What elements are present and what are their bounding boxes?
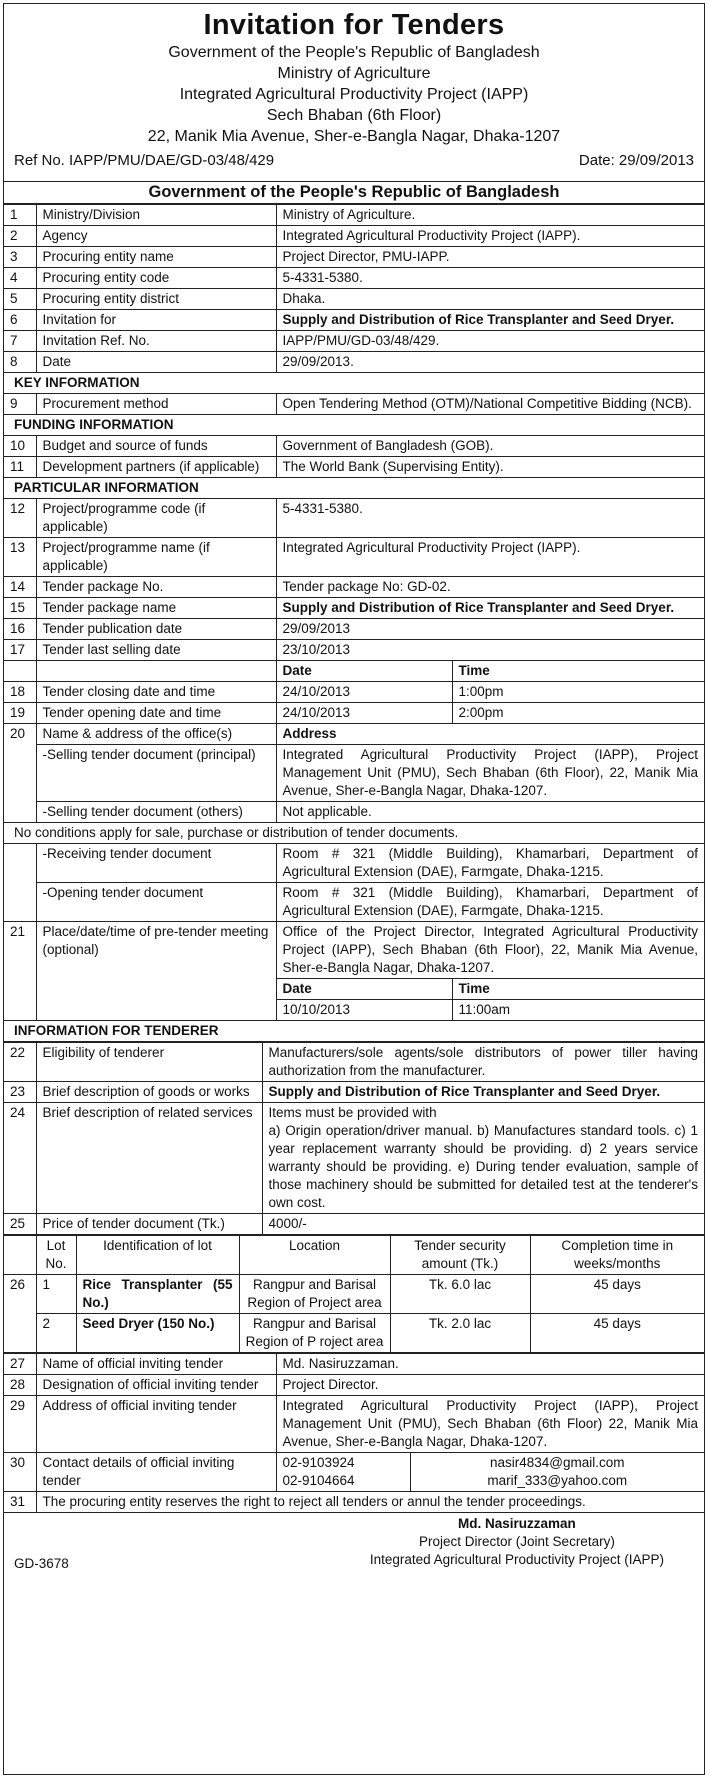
table-row: [4, 619, 704, 640]
row-number: 17: [4, 640, 36, 661]
row-number: 4: [4, 268, 36, 289]
row-number: 16: [4, 619, 36, 640]
table-row: [4, 331, 704, 352]
table-row: [4, 598, 704, 619]
table-row: [4, 577, 704, 598]
building-line: Sech Bhaban (6th Floor): [266, 107, 442, 124]
row-label: -Selling tender document (others): [36, 802, 276, 823]
table-row: [4, 1214, 704, 1235]
lot-row: [4, 1314, 704, 1353]
row-time: 1:00pm: [452, 682, 704, 703]
table-row: [4, 703, 704, 724]
row-label: -Opening tender document: [36, 883, 276, 922]
ref-no: Ref No. IAPP/PMU/DAE/GD-03/48/429: [14, 152, 275, 169]
row-value: Room # 321 (Middle Building), Khamarbari, Department of Agricultural Extension (DAE), Farmgate, Dhaka-1215.: [276, 844, 704, 883]
project-line: Integrated Agricultural Productivity Project (IAPP): [179, 86, 529, 103]
row-number: 14: [4, 577, 36, 598]
signatory-designation: Project Director (Joint Secretary): [419, 1534, 615, 1549]
signatory-org: Integrated Agricultural Productivity Project (IAPP): [369, 1552, 664, 1567]
row-value: Open Tendering Method (OTM)/National Competitive Bidding (NCB).: [276, 394, 704, 415]
row-label: Address of official inviting tender: [36, 1396, 276, 1453]
row-date: 24/10/2013: [276, 682, 452, 703]
tender-notice: [3, 3, 705, 1775]
table-row: [4, 394, 704, 415]
location-header: Location: [239, 1236, 390, 1275]
official-table: [4, 1353, 704, 1513]
time-header: Time: [452, 661, 704, 682]
table-row: [4, 724, 704, 745]
section-row: [4, 478, 704, 499]
row-value: Dhaka.: [276, 289, 704, 310]
row-value: Md. Nasiruzzaman.: [276, 1354, 704, 1375]
row-value: 23/10/2013: [276, 640, 704, 661]
row-label: Price of tender document (Tk.): [36, 1214, 262, 1235]
gov-line: Government of the People's Republic of Bangladesh: [168, 44, 540, 61]
row-number: 11: [4, 457, 36, 478]
row-label: -Selling tender document (principal): [36, 745, 276, 802]
section-key-information: KEY INFORMATION: [4, 373, 704, 394]
lot-row: [4, 1275, 704, 1314]
row-label: Procuring entity district: [36, 289, 276, 310]
row-number: 5: [4, 289, 36, 310]
ref-row: [4, 147, 704, 173]
table-row: [4, 682, 704, 703]
date-header: Date: [276, 661, 452, 682]
row-number: 13: [4, 538, 36, 577]
lot-security: Tk. 6.0 lac: [390, 1275, 530, 1314]
table-row: [4, 457, 704, 478]
signatory-name: Md. Nasiruzzaman: [458, 1516, 576, 1531]
notice-text: No conditions apply for sale, purchase or distribution of tender documents.: [4, 823, 704, 844]
row-label: Place/date/time of pre-tender meeting (optional): [36, 922, 276, 1021]
header: [4, 4, 704, 147]
row-value: The procuring entity reserves the right to reject all tenders or annul the tender proceedings.: [36, 1492, 704, 1513]
banner: Government of the People's Republic of Bangladesh: [4, 181, 704, 204]
row-number: 1: [4, 205, 36, 226]
ministry-line: Ministry of Agriculture: [277, 65, 431, 82]
row-value: Tender package No: GD-02.: [276, 577, 704, 598]
lot-security: Tk. 2.0 lac: [390, 1314, 530, 1353]
row-label: Procuring entity name: [36, 247, 276, 268]
lot-no-header: Lot No.: [36, 1236, 76, 1275]
phones: [276, 1453, 410, 1492]
row-value: Integrated Agricultural Productivity Project (IAPP).: [276, 226, 704, 247]
section-information-for-tenderer: INFORMATION FOR TENDERER: [4, 1021, 704, 1042]
row-value: 4000/-: [262, 1214, 704, 1235]
row-number: 12: [4, 499, 36, 538]
table-row: [4, 310, 704, 331]
row-value: The World Bank (Supervising Entity).: [276, 457, 704, 478]
lot-location: Rangpur and Barisal Region of P roject area: [239, 1314, 390, 1353]
table-row: [4, 1103, 704, 1214]
ref-date: Date: 29/09/2013: [578, 152, 694, 169]
row-label: Brief description of goods or works: [36, 1082, 262, 1103]
row-number: 3: [4, 247, 36, 268]
row-number: 24: [4, 1103, 36, 1214]
table-row: [4, 436, 704, 457]
page-title: Invitation for Tenders: [203, 9, 505, 41]
row-value: Not applicable.: [276, 802, 704, 823]
row-number: 22: [4, 1043, 36, 1082]
row-date: 24/10/2013: [276, 703, 452, 724]
table-row: [4, 226, 704, 247]
row-label: Agency: [36, 226, 276, 247]
row-number: 30: [4, 1453, 36, 1492]
table-row: [4, 1453, 704, 1492]
notice-row: [4, 823, 704, 844]
lot-id-header: Identification of lot: [76, 1236, 239, 1275]
security-header: Tender security amount (Tk.): [390, 1236, 530, 1275]
row-value: 29/09/2013.: [276, 352, 704, 373]
row-label: Date: [36, 352, 276, 373]
row-value: Supply and Distribution of Rice Transplanter and Seed Dryer.: [276, 598, 704, 619]
table-row: [4, 1492, 704, 1513]
lot-no: 1: [36, 1275, 76, 1314]
row-value: 29/09/2013: [276, 619, 704, 640]
row-value: Manufacturers/sole agents/sole distributors of power tiller having authorization from the manufacturer.: [262, 1043, 704, 1082]
row-value: Office of the Project Director, Integrated Agricultural Productivity Project (IAPP), Sech Bhaban (6th Floor), 22, Manik Mia Avenue, Sher-e-Bangla Nagar, Dhaka-1207.: [276, 922, 704, 979]
row-time: 2:00pm: [452, 703, 704, 724]
address-line: 22, Manik Mia Avenue, Sher-e-Bangla Nagar, Dhaka-1207: [147, 128, 561, 145]
lots-table: [4, 1235, 704, 1353]
section-funding-information: FUNDING INFORMATION: [4, 415, 704, 436]
row-date: 10/10/2013: [276, 1000, 452, 1021]
row-label: Name of official inviting tender: [36, 1354, 276, 1375]
row-label: Project/programme code (if applicable): [36, 499, 276, 538]
row-number: 8: [4, 352, 36, 373]
email-link[interactable]: nasir4834@gmail.com: [489, 1455, 625, 1470]
row-label: Invitation for: [36, 310, 276, 331]
row-number: 19: [4, 703, 36, 724]
table-row: [4, 247, 704, 268]
row-label: Contact details of official inviting tender: [36, 1453, 276, 1492]
row-label: Ministry/Division: [36, 205, 276, 226]
row-number: 10: [4, 436, 36, 457]
lot-location: Rangpur and Barisal Region of Project area: [239, 1275, 390, 1314]
signature-block: [370, 1515, 664, 1569]
row-label: Project/programme name (if applicable): [36, 538, 276, 577]
row-value: 5-4331-5380.: [276, 499, 704, 538]
row-value: [262, 1103, 704, 1214]
table-row: [4, 205, 704, 226]
tenderer-table: [4, 1042, 704, 1235]
row-number: 25: [4, 1214, 36, 1235]
row-number: 2: [4, 226, 36, 247]
row-value: Integrated Agricultural Productivity Project (IAPP), Project Management Unit (PMU), Sech Bhaban (6th Floor) 22, Manik Mia Avenue, Sher-e-Bangla Nagar, Dhaka-1207.: [276, 1396, 704, 1453]
row-number: 15: [4, 598, 36, 619]
row-value: Integrated Agricultural Productivity Project (IAPP), Project Management Unit (PMU), Sech Bhaban (6th Floor), 22, Manik Mia Avenue, Sher-e-Bangla Nagar, Dhaka-1207.: [276, 745, 704, 802]
gd-code: GD-3678: [14, 1556, 69, 1571]
row-value: Room # 321 (Middle Building), Khamarbari, Department of Agricultural Extension (DAE), Farmgate, Dhaka-1215.: [276, 883, 704, 922]
table-row: [4, 745, 704, 802]
table-row: [4, 922, 704, 979]
row-label: Tender opening date and time: [36, 703, 276, 724]
table-row: [4, 883, 704, 922]
row-label: Development partners (if applicable): [36, 457, 276, 478]
table-row: [4, 844, 704, 883]
completion-header: Completion time in weeks/months: [530, 1236, 704, 1275]
row-number: 27: [4, 1354, 36, 1375]
row-label: Tender publication date: [36, 619, 276, 640]
row-label: Tender closing date and time: [36, 682, 276, 703]
section-row: [4, 415, 704, 436]
table-row: [4, 268, 704, 289]
phone: 02-9104664: [282, 1473, 355, 1488]
row-number: 18: [4, 682, 36, 703]
services-intro: Items must be provided with: [268, 1105, 437, 1120]
table-row: [4, 1043, 704, 1082]
row-number: 23: [4, 1082, 36, 1103]
row-value: Ministry of Agriculture.: [276, 205, 704, 226]
row-number: 20: [4, 724, 36, 823]
phone: 02-9103924: [282, 1455, 355, 1470]
table-row: [4, 352, 704, 373]
table-row: [4, 1375, 704, 1396]
lot-name: Rice Transplanter (55 No.): [76, 1275, 239, 1314]
row-label: Brief description of related services: [36, 1103, 262, 1214]
table-row: [4, 661, 704, 682]
section-row: [4, 373, 704, 394]
time-header: Time: [452, 979, 704, 1000]
row-time: 11:00am: [452, 1000, 704, 1021]
row-number: 29: [4, 1396, 36, 1453]
row-label: Tender package No.: [36, 577, 276, 598]
row-label: Invitation Ref. No.: [36, 331, 276, 352]
row-number: 28: [4, 1375, 36, 1396]
lot-completion: 45 days: [530, 1314, 704, 1353]
row-number: 26: [4, 1275, 36, 1353]
row-label: Name & address of the office(s): [36, 724, 276, 745]
table-row: [4, 499, 704, 538]
table-row: [4, 1354, 704, 1375]
row-label: Procuring entity code: [36, 268, 276, 289]
lot-name: Seed Dryer (150 No.): [76, 1314, 239, 1353]
table-row: [4, 1396, 704, 1453]
tender-table: [4, 204, 704, 1042]
row-label: Designation of official inviting tender: [36, 1375, 276, 1396]
row-number: 21: [4, 922, 36, 1021]
services-list: a) Origin operation/driver manual. b) Manufactures standard tools. c) 1 year replacement warranty should be providing. d) 2 years service warranty should be providing. e) During tender evaluation, sample of those machinery should be submitted for detailed test at the tenderer's own cost.: [268, 1123, 698, 1210]
row-label: Tender last selling date: [36, 640, 276, 661]
lot-no: 2: [36, 1314, 76, 1353]
row-value: IAPP/PMU/GD-03/48/429.: [276, 331, 704, 352]
row-number: 6: [4, 310, 36, 331]
section-particular-information: PARTICULAR INFORMATION: [4, 478, 704, 499]
row-label: Procurement method: [36, 394, 276, 415]
row-label: Tender package name: [36, 598, 276, 619]
row-value: Supply and Distribution of Rice Transplanter and Seed Dryer.: [276, 310, 704, 331]
row-value: Integrated Agricultural Productivity Project (IAPP).: [276, 538, 704, 577]
row-value: Project Director.: [276, 1375, 704, 1396]
row-number: 9: [4, 394, 36, 415]
row-number: 31: [4, 1492, 36, 1513]
footer: [4, 1513, 704, 1573]
table-row: [4, 289, 704, 310]
section-row: [4, 1021, 704, 1042]
row-label: Budget and source of funds: [36, 436, 276, 457]
row-value: Government of Bangladesh (GOB).: [276, 436, 704, 457]
row-value: Supply and Distribution of Rice Transplanter and Seed Dryer.: [262, 1082, 704, 1103]
row-label: Eligibility of tenderer: [36, 1043, 262, 1082]
emails: [410, 1453, 704, 1492]
lots-header-row: [4, 1236, 704, 1275]
row-value: Project Director, PMU-IAPP.: [276, 247, 704, 268]
email-link[interactable]: marif_333@yahoo.com: [487, 1473, 628, 1488]
table-row: [4, 1082, 704, 1103]
lot-completion: 45 days: [530, 1275, 704, 1314]
table-row: [4, 802, 704, 823]
date-header: Date: [276, 979, 452, 1000]
address-header: Address: [276, 724, 704, 745]
row-label: -Receiving tender document: [36, 844, 276, 883]
row-number: 7: [4, 331, 36, 352]
table-row: [4, 538, 704, 577]
table-row: [4, 640, 704, 661]
row-value: 5-4331-5380.: [276, 268, 704, 289]
